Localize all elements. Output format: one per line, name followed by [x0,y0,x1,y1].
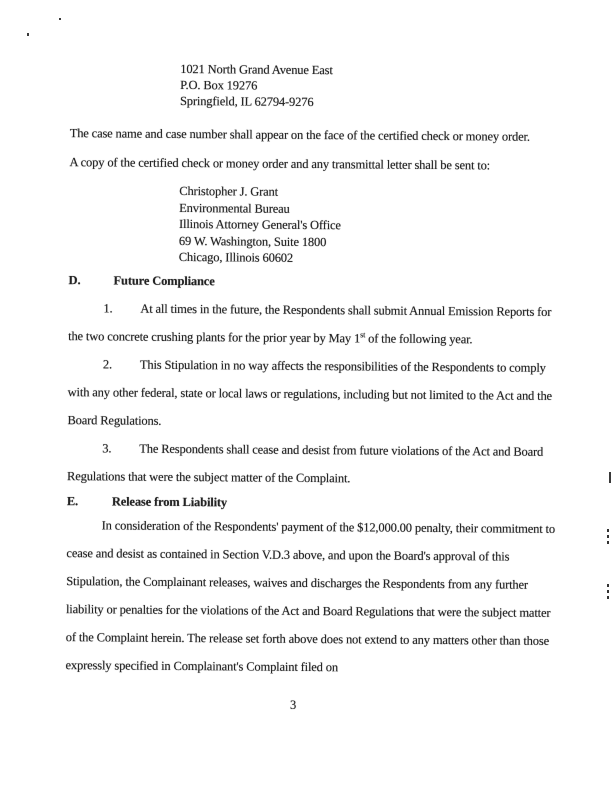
address-line: Illinois Attorney General's Office [178,216,341,233]
section-e-label: E. [66,493,79,508]
scan-edge-mark-artifact [607,529,609,546]
item-text: This Stipulation in no way affects the responsibilities of the Respondents to comply with any other federal, state or local laws or regulations, including but not limited to the Act and the Board Regulations. [67,357,553,428]
item-number: 3. [102,440,112,455]
section-e-heading [67,493,559,513]
item-text: The Respondents shall cease and desist from future violations of the Act and Board Regulations that were the subject matter of the Complaint. [67,441,544,485]
address-line: P.O. Box 19276 [180,77,258,93]
copy-instruction: A copy of the certified check or money order and any transmittal letter shall be sent to: [69,155,491,173]
item-number: 1. [103,300,113,315]
section-d-item-1 [68,294,560,354]
scan-speck-artifact [59,18,61,20]
item-text: of the following year. [365,330,473,346]
address-line: Springfield, IL 62794-9276 [179,93,314,110]
ordinal-superscript: st [360,329,366,339]
section-d-title: Future Compliance [113,272,215,288]
document-content [65,60,562,682]
address-line: Christopher J. Grant [179,183,279,199]
section-e-title: Release from Liability [111,493,228,509]
address-line: Chicago, Illinois 60602 [178,249,294,265]
item-number: 2. [102,356,113,371]
scan-speck-artifact [27,33,29,36]
section-e-paragraph: In consideration of the Respondents' payment of the $12,000.00 penalty, their commitment to cease and desist as contained in Section V.D.3 above, and upon the Board's approval of this Stipulation, the Complainant releases, waives and discharges the Respondents from any further liability or penalties for the violations of the Act and Board Regulations that were the subject matter of the Complaint herein. The release set forth above does not extend to any matters other than those expressly specified in Complainant's Complaint filed on [65,517,556,674]
address-line: 69 W. Washington, Suite 1800 [178,233,327,249]
scan-edge-mark-artifact [609,472,611,483]
notice-address-block [179,183,562,268]
scan-edge-mark-artifact [607,584,609,602]
item-text: At all times in the future, the Respondents shall submit Annual Emission Reports for the two concrete crushing plants for the prior year by May 1 [68,301,552,345]
page-number: 3 [290,698,297,712]
section-d-label: D. [68,272,81,287]
section-d-item-3 [67,434,559,494]
section-d-heading [69,272,561,292]
section-d-item-2 [67,350,560,438]
address-line: Environmental Bureau [179,200,290,216]
remittance-address-block [180,61,562,112]
address-line: 1021 North Grand Avenue East [180,61,333,78]
section-d-items [67,294,561,494]
case-name-instruction: The case name and case number shall appear on the face of the certified check or money order. [69,126,530,144]
